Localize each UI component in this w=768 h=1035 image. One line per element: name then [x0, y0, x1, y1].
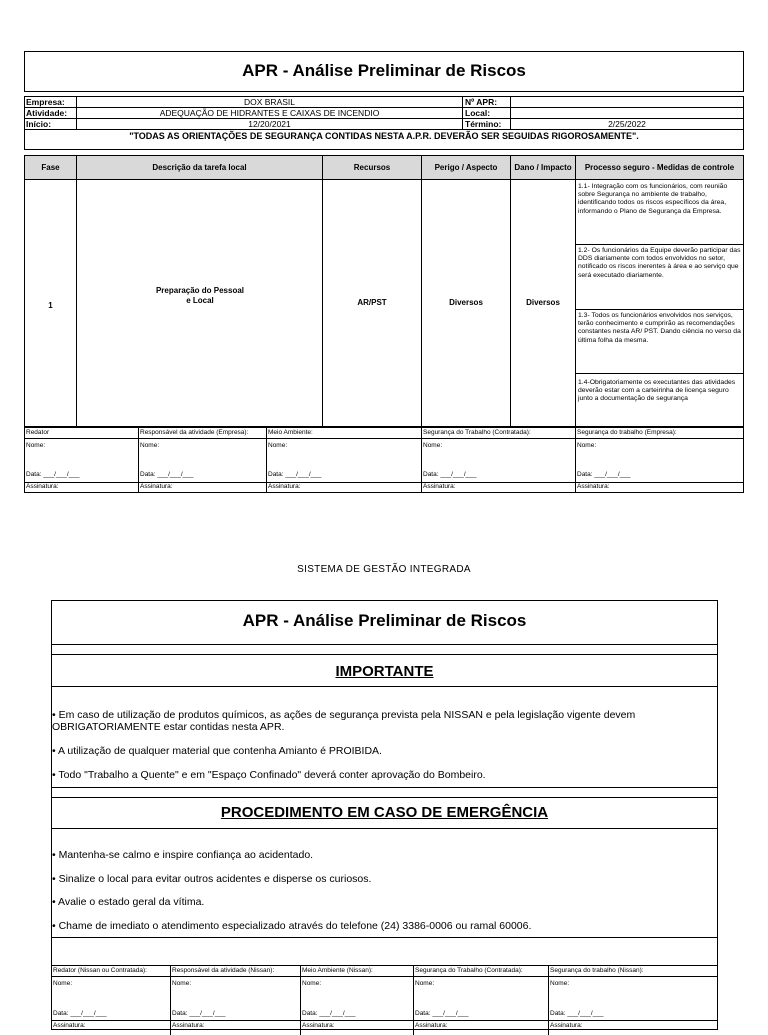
sig1-assinatura: Assinatura: — [577, 483, 610, 490]
sig1-nome: Nome: — [140, 442, 160, 449]
importante-item-3: • Todo "Trabalho a Quente" e em "Espaço Confinado" deverá conter aprovação do Bombeiro. — [52, 769, 486, 781]
col-descricao: Descrição da tarefa local — [152, 163, 247, 172]
inicio-value: 12/20/2021 — [248, 119, 291, 129]
sig1-assinatura: Assinatura: — [268, 483, 301, 490]
medida-2: 1.2- Os funcionários da Equipe deverão participar das DDS diariamente com todos envolvidos no setor, notificado os riscos inerentes à área e ao serviço que será executado diariamente. — [576, 245, 743, 310]
sig2-assinatura: Assinatura: — [415, 1022, 448, 1029]
termino-value: 2/25/2022 — [608, 119, 646, 129]
sig1-assinatura: Assinatura: — [423, 483, 456, 490]
sig1-data: Data: ___/___/___ — [268, 471, 322, 478]
col-dano: Dano / Impacto — [514, 163, 572, 172]
row-dano: Diversos — [526, 298, 560, 307]
apr1-risk-table — [24, 155, 744, 427]
n-apr-label: Nº APR: — [465, 97, 498, 107]
row-descricao: Preparação do Pessoal e Local — [155, 286, 245, 305]
medida-3: 1.3- Todos os funcionários envolvidos nos serviços, terão conhecimento e cumprirão as recomendações constantes nesta AR/ PST. Dando ciência no verso da última folha da mesma. — [576, 310, 743, 374]
row-perigo: Diversos — [449, 298, 483, 307]
emergencia-item-1: • Mantenha-se calmo e inspire confiança ao acidentado. — [52, 849, 314, 861]
sig2-data: Data: ___/___/___ — [550, 1010, 604, 1017]
empresa-value: DOX BRASIL — [243, 97, 296, 107]
col-recursos: Recursos — [353, 163, 391, 172]
sig2-redator: Redator (Nissan ou Contratada): — [53, 967, 147, 974]
sig2-seg-nissan: Segurança do trabalho (Nissan): — [550, 967, 644, 974]
sig1-meio-ambiente: Meio Ambiente: — [268, 429, 313, 436]
sig1-data: Data: ___/___/___ — [577, 471, 631, 478]
sig1-nome: Nome: — [26, 442, 46, 449]
sig2-nome: Nome: — [172, 980, 192, 987]
sig2-meio-ambiente: Meio Ambiente (Nissan): — [302, 967, 373, 974]
row-recursos: AR/PST — [357, 298, 387, 307]
sig1-seg-empresa: Segurança do trabalho (Empresa): — [577, 429, 677, 436]
sig1-assinatura: Assinatura: — [140, 483, 173, 490]
atividade-value: ADEQUAÇÃO DE HIDRANTES E CAIXAS DE INCENDIO — [159, 108, 380, 118]
sig2-assinatura: Assinatura: — [53, 1022, 86, 1029]
apr1-info-grid — [24, 96, 744, 150]
sig2-data: Data: ___/___/___ — [53, 1010, 107, 1017]
sig2-nome: Nome: — [53, 980, 73, 987]
medida-1: 1.1- Integração com os funcionários, com reunião sobre Segurança no ambiente de trabalho, identificando todos os riscos específicos da área, informando o Plano de Segurança da Empresa. — [576, 181, 743, 245]
sig1-nome: Nome: — [577, 442, 597, 449]
emergencia-item-2: • Sinalize o local para evitar outros acidentes e disperse os curiosos. — [52, 873, 372, 885]
atividade-label: Atividade: — [26, 108, 68, 118]
importante-item-1: • Em caso de utilização de produtos químicos, as ações de segurança prevista pela NISSAN e pela legislação vigente devem OBRIGATORIAMENTE estar contidas nesta APR. — [52, 709, 636, 733]
sig2-assinatura: Assinatura: — [172, 1022, 205, 1029]
sig2-nome: Nome: — [550, 980, 570, 987]
importante-item-2: • A utilização de qualquer material que contenha Amianto é PROIBIDA. — [52, 745, 382, 757]
row-fase: 1 — [48, 301, 53, 310]
importante-title: IMPORTANTE — [335, 663, 434, 680]
sig1-responsavel: Responsável da atividade (Empresa): — [140, 429, 249, 436]
col-fase: Fase — [41, 163, 60, 172]
emergencia-item-4: • Chame de imediato o atendimento especializado através do telefone (24) 3386-0006 ou ramal 60006. — [52, 920, 532, 932]
termino-label: Término: — [465, 119, 502, 129]
sig2-data: Data: ___/___/___ — [415, 1010, 469, 1017]
col-perigo: Perigo / Aspecto — [434, 163, 498, 172]
apr1-title-box — [24, 51, 744, 92]
apr1-signatures — [24, 427, 744, 493]
col-medidas: Processo seguro - Medidas de controle — [584, 163, 735, 172]
medida-4: 1.4-Obrigatoriamente os executantes das atividades deverão estar com a carteirinha de licença seguro junto a documentação de segurança — [578, 379, 736, 403]
empresa-label: Empresa: — [26, 97, 65, 107]
sig2-data: Data: ___/___/___ — [172, 1010, 226, 1017]
emergencia-item-3: • Avalie o estado geral da vítima. — [52, 896, 205, 908]
sig1-seg-contratada: Segurança do Trabalho (Contratada): — [423, 429, 531, 436]
sig1-data: Data: ___/___/___ — [26, 471, 80, 478]
sig2-nome: Nome: — [415, 980, 435, 987]
sig1-redator: Redator — [26, 429, 50, 436]
local-label: Local: — [465, 108, 491, 118]
apr1-title: APR - Análise Preliminar de Riscos — [242, 61, 526, 80]
inicio-label: Início: — [26, 119, 52, 129]
sig2-data: Data: ___/___/___ — [302, 1010, 356, 1017]
sig2-seg-contratada: Segurança do Trabalho (Contratada): — [415, 967, 523, 974]
sistema-gestao-header: SISTEMA DE GESTÃO INTEGRADA — [297, 564, 471, 575]
sig1-assinatura: Assinatura: — [26, 483, 59, 490]
apr2-title: APR - Análise Preliminar de Riscos — [242, 611, 527, 630]
sig2-assinatura: Assinatura: — [550, 1022, 583, 1029]
sig1-nome: Nome: — [268, 442, 288, 449]
apr2-form — [51, 600, 718, 1030]
sig1-data: Data: ___/___/___ — [423, 471, 477, 478]
emergencia-title: PROCEDIMENTO EM CASO DE EMERGÊNCIA — [220, 804, 549, 821]
sig1-nome: Nome: — [423, 442, 443, 449]
sig2-assinatura: Assinatura: — [302, 1022, 335, 1029]
sig2-nome: Nome: — [302, 980, 322, 987]
safety-notice: "TODAS AS ORIENTAÇÕES DE SEGURANÇA CONTIDAS NESTA A.P.R. DEVERÃO SER SEGUIDAS RIGOROSAMENTE". — [129, 131, 639, 141]
sig2-responsavel: Responsável da atividade (Nissan): — [172, 967, 275, 974]
sig1-data: Data: ___/___/___ — [140, 471, 194, 478]
